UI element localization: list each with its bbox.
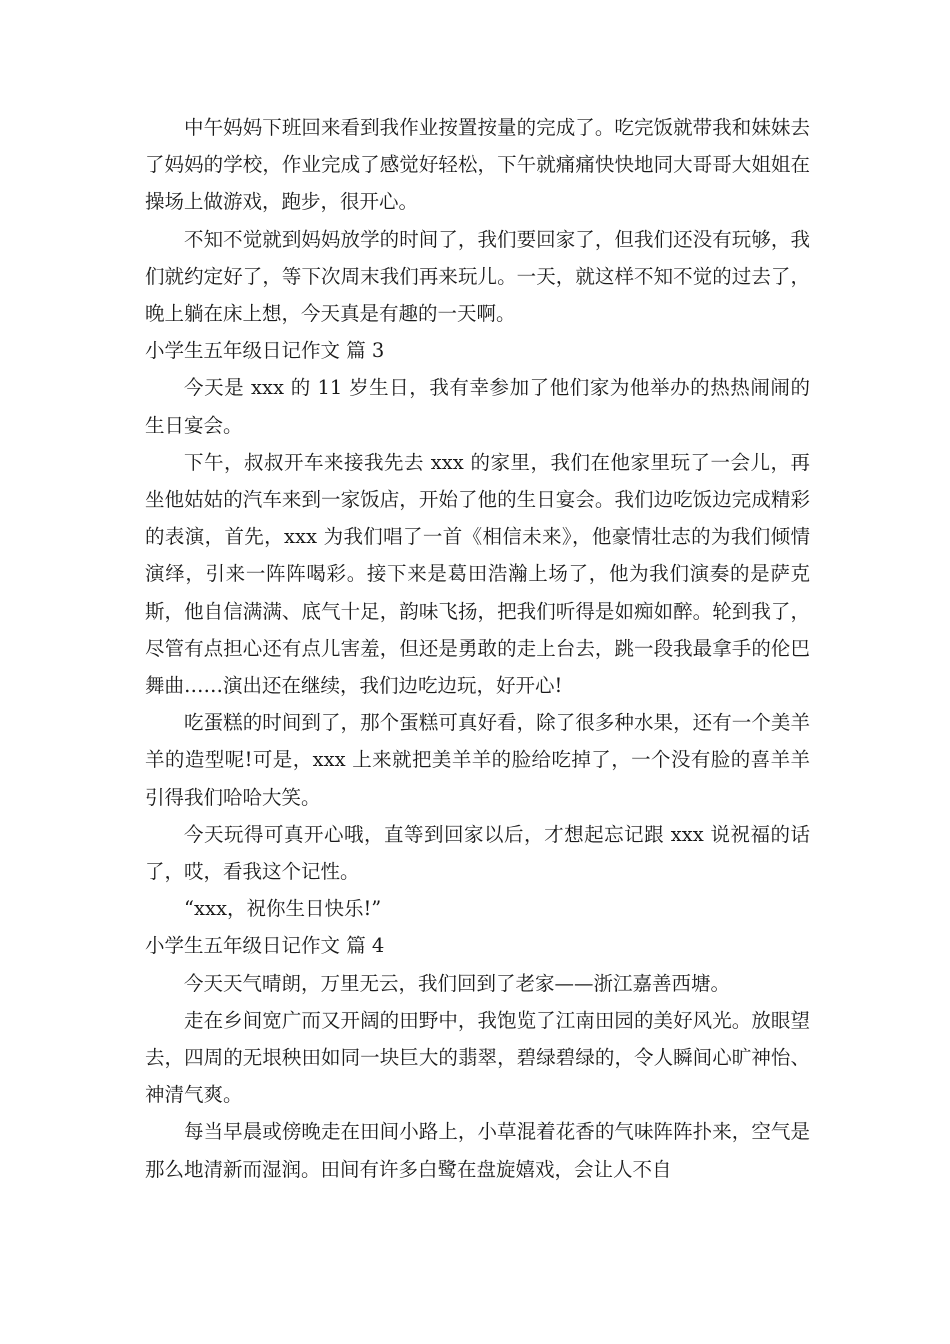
paragraph: 每当早晨或傍晚走在田间小路上，小草混着花香的气味阵阵扑来，空气是那么地清新而湿润。田间有许多白鹭在盘旋嬉戏，会让人不自 xyxy=(145,1120,810,1181)
section-heading-4: 小学生五年级日记作文 篇 4 xyxy=(145,934,385,958)
paragraph: 下午，叔叔开车来接我先去 xxx 的家里，我们在他家里玩了一会儿，再坐他姑姑的汽车来到一家饭店，开始了他的生日宴会。我们边吃饭边完成精彩的表演，首先，xxx 为我们唱了一首《相信未来》，他豪情壮志的为我们倾情演绎，引来一阵阵喝彩。接下来是葛田浩瀚上场了，他为我们演奏的是萨克斯，他自信满满、底气十足，韵味飞扬，把我们听得是如痴如醉。轮到我了，尽管有点担心还有点儿害羞，但还是勇敢的走上台去，跳一段我最拿手的伦巴舞曲……演出还在继续，我们边吃边玩，好开心! xyxy=(145,450,810,698)
paragraph: 中午妈妈下班回来看到我作业按置按量的完成了。吃完饭就带我和妹妹去了妈妈的学校，作业完成了感觉好轻松，下午就痛痛快快地同大哥哥大姐姐在操场上做游戏，跑步，很开心。 xyxy=(145,116,810,214)
section-heading-3: 小学生五年级日记作文 篇 3 xyxy=(145,339,385,363)
paragraph: 今天是 xxx 的 11 岁生日，我有幸参加了他们家为他举办的热热闹闹的生日宴会。 xyxy=(145,376,810,437)
paragraph: 吃蛋糕的时间到了，那个蛋糕可真好看，除了很多种水果，还有一个美羊羊的造型呢!可是，xxx 上来就把美羊羊的脸给吃掉了，一个没有脸的喜羊羊引得我们哈哈大笑。 xyxy=(145,711,810,809)
paragraph: 今天天气晴朗，万里无云，我们回到了老家——浙江嘉善西塘。 xyxy=(184,971,731,995)
paragraph: 走在乡间宽广而又开阔的田野中，我饱览了江南田园的美好风光。放眼望去，四周的无垠秧田如同一块巨大的翡翠，碧绿碧绿的，令人瞬间心旷神怡、神清气爽。 xyxy=(145,1008,810,1107)
paragraph: 今天玩得可真开心哦，直等到回家以后，才想起忘记跟 xxx 说祝福的话了，哎，看我这个记性。 xyxy=(145,822,810,884)
birthday-wish: “xxx，祝你生日快乐!” xyxy=(184,897,382,921)
paragraph: 不知不觉就到妈妈放学的时间了，我们要回家了，但我们还没有玩够，我们就约定好了，等下次周末我们再来玩儿。一天，就这样不知不觉的过去了，晚上躺在床上想，今天真是有趣的一天啊。 xyxy=(145,227,810,326)
document-body xyxy=(145,109,810,1188)
